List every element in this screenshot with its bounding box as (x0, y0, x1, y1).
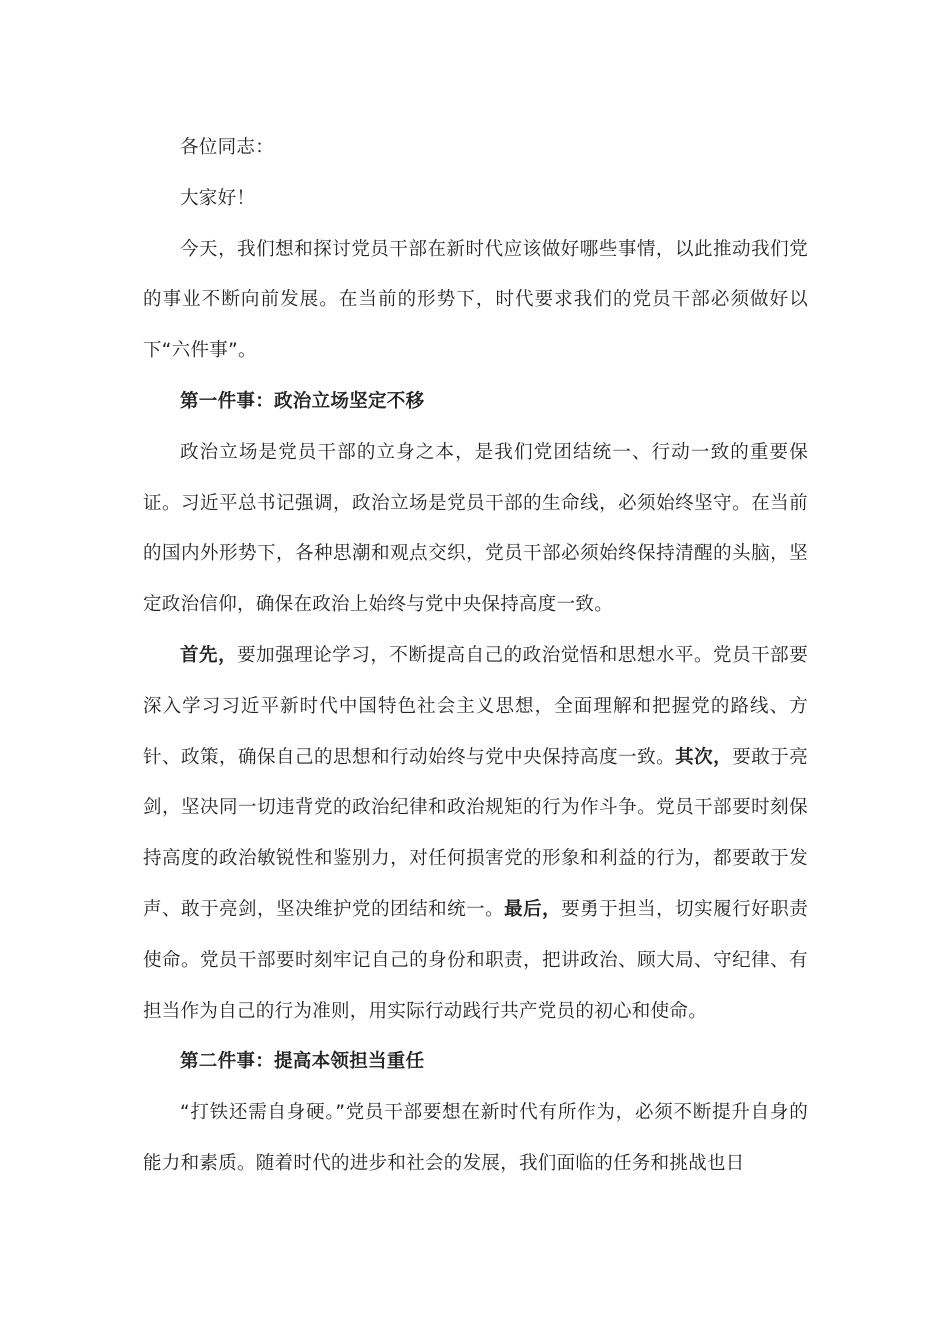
section-2-paragraph-1: “打铁还需自身硬。”党员干部要想在新时代有所作为，必须不断提升自身的能力和素质。随着时代的进步和社会的发展，我们面临的任务和挑战也日 (143, 1102, 808, 1174)
document-body (143, 123, 808, 1190)
section-1-paragraph-1: 政治立场是党员干部的立身之本，是我们党团结统一、行动一致的重要保证。习近平总书记强调，政治立场是党员干部的生命线，必须始终坚守。在当前的国内外形势下，各种思潮和观点交织，党员干部必须始终保持清醒的头脑，坚定政治信仰，确保在政治上始终与党中央保持高度一致。 (143, 441, 808, 616)
text-second: 要敢于亮剑，坚决同一切违背党的政治纪律和政治规矩的行为作斗争。党员干部要时刻保持高度的政治敏锐性和鉴别力，对任何损害党的形象和利益的行为，都要敢于发声、敢于亮剑，坚决维护党的团结和统一。 (143, 746, 809, 920)
text-first: 要加强理论学习，不断提高自己的政治觉悟和思想水平。党员干部要深入学习习近平新时代中国特色社会主义思想，全面理解和把握党的路线、方针、政策，确保自己的思想和行动始终与党中央保持高度一致。 (143, 644, 808, 768)
lead-last: 最后， (504, 898, 562, 920)
section-2-heading: 第二件事：提高本领担当重任 (180, 1051, 425, 1073)
greeting: 大家好！ (180, 187, 256, 209)
lead-second: 其次， (675, 746, 733, 768)
text-last: 要勇于担当，切实履行好职责使命。党员干部要时刻牢记自己的身份和职责，把讲政治、顾大局、守纪律、有担当作为自己的行为准则，用实际行动践行共产党员的初心和使命。 (143, 898, 809, 1022)
section-1-paragraph-2 (143, 631, 808, 1037)
salutation: 各位同志： (180, 137, 275, 158)
lead-first: 首先， (180, 644, 238, 666)
section-1-heading: 第一件事：政治立场坚定不移 (180, 390, 425, 412)
intro-paragraph: 今天，我们想和探讨党员干部在新时代应该做好哪些事情，以此推动我们党的事业不断向前发展。在当前的形势下，时代要求我们的党员干部必须做好以下“六件事”。 (143, 238, 808, 362)
